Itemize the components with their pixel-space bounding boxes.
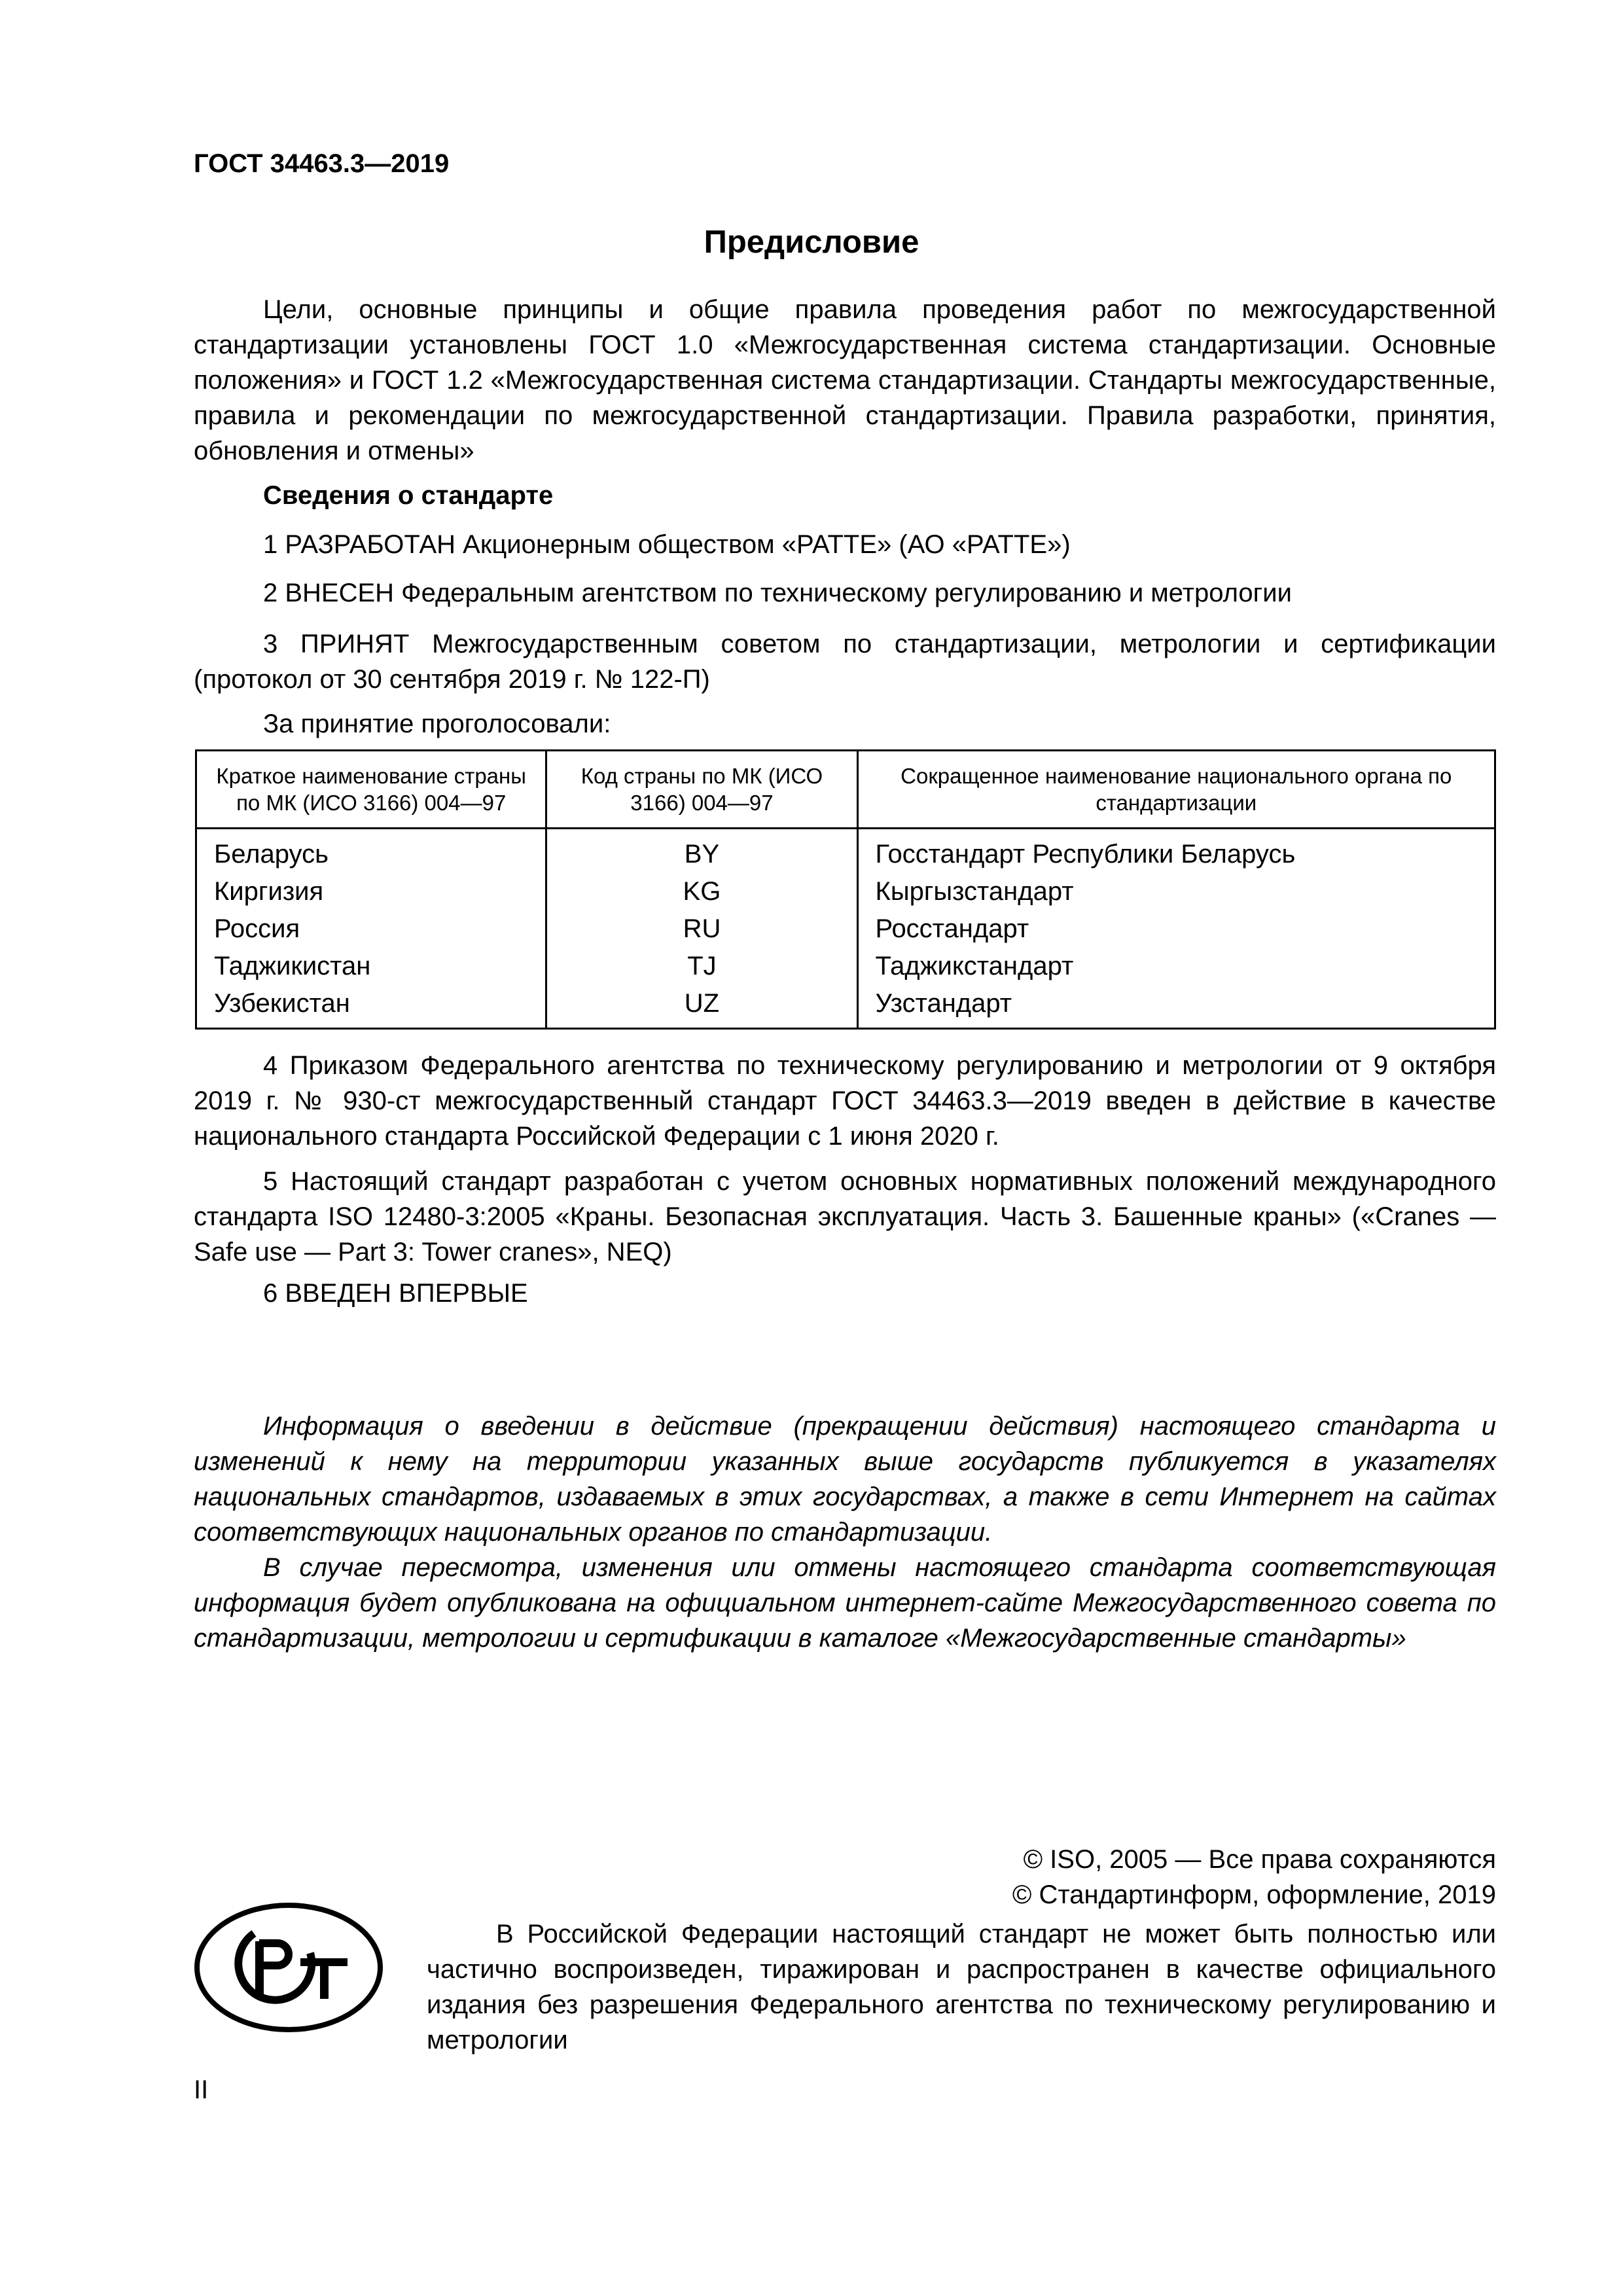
body-cell: Узстандарт: [857, 985, 1495, 1029]
country-cell: Таджикистан: [196, 948, 546, 985]
country-cell: Беларусь: [196, 829, 546, 874]
item-6: 6 ВВЕДЕН ВПЕРВЫЕ: [263, 1279, 528, 1308]
body-cell: Таджикстандарт: [857, 948, 1495, 985]
voted-label: За принятие проголосовали:: [263, 709, 611, 738]
gost-code-header: ГОСТ 34463.3—2019: [194, 149, 450, 178]
country-cell: Киргизия: [196, 873, 546, 910]
column-header-body: Сокращенное наименование национального органа по стандартизации: [857, 751, 1495, 829]
table-row: [196, 948, 1495, 985]
code-cell: BY: [546, 829, 857, 874]
body-cell: Кыргызстандарт: [857, 873, 1495, 910]
code-cell: UZ: [546, 985, 857, 1029]
code-cell: KG: [546, 873, 857, 910]
table-header-row: [196, 751, 1495, 829]
copyright-iso: © ISO, 2005 — Все права сохраняются: [1023, 1845, 1496, 1874]
info-heading: Сведения о стандарте: [263, 481, 554, 510]
page-title: Предисловие: [704, 224, 919, 260]
country-cell: Узбекистан: [196, 985, 546, 1029]
voting-table: [195, 749, 1496, 1030]
column-header-code: Код страны по МК (ИСО 3166) 004—97: [546, 751, 857, 829]
page-number: II: [194, 2075, 209, 2104]
code-cell: RU: [546, 910, 857, 948]
body-cell: Госстандарт Республики Беларусь: [857, 829, 1495, 874]
item-5: 5 Настоящий стандарт разработан с учетом основных нормативных положений международного стандарта ISO 12480-3:2005 «Краны. Безопасная эксплуатация. Часть 3. Башенные краны» («Cranes — Safe use — Part 3: Tower cranes», NEQ): [194, 1167, 1496, 1266]
item-1: 1 РАЗРАБОТАН Акционерным обществом «РАТТЕ» (АО «РАТТЕ»): [263, 530, 1071, 559]
reproduction-rights-notice: В Российской Федерации настоящий стандарт не может быть полностью или частично воспроизведен, тиражирован и распространен в качестве официального издания без разрешения Федерального агентства по техническому регулированию и метрологии: [427, 1920, 1496, 2054]
code-cell: TJ: [546, 948, 857, 985]
table-row: [196, 910, 1495, 948]
table-row: [196, 829, 1495, 874]
item-3: 3 ПРИНЯТ Межгосударственным советом по стандартизации, метрологии и сертификации (протокол от 30 сентября 2019 г. № 122-П): [194, 630, 1496, 694]
table-row: [196, 873, 1495, 910]
column-header-country: Краткое наименование страны по МК (ИСО 3166) 004—97: [196, 751, 546, 829]
table-row: [196, 985, 1495, 1029]
item-2: 2 ВНЕСЕН Федеральным агентством по техническому регулированию и метрологии: [263, 579, 1292, 607]
intro-paragraph: Цели, основные принципы и общие правила проведения работ по межгосударственной стандартизации установлены ГОСТ 1.0 «Межгосударственная система стандартизации. Основные положения» и ГОСТ 1.2 «Межгосударственная система стандартизации. Стандарты межгосударственные, правила и рекомендации по межгосударственной стандартизации. Правила разработки, принятия, обновления и отмены»: [194, 295, 1496, 465]
notice-paragraph-1: Информация о введении в действие (прекращении действия) настоящего стандарта и изменений к нему на территории указанных выше государств публикуется в указателях национальных стандартов, издаваемых в этих государствах, а также в сети Интернет на сайтах соответствующих национальных органов по стандартизации.: [194, 1412, 1496, 1547]
copyright-standartinform: © Стандартинформ, оформление, 2019: [1012, 1880, 1496, 1909]
country-cell: Россия: [196, 910, 546, 948]
item-4: 4 Приказом Федерального агентства по техническому регулированию и метрологии от 9 октября 2019 г. № 930-ст межгосударственный стандарт ГОСТ 34463.3—2019 введен в действие в качестве национального стандарта Российской Федерации с 1 июня 2020 г.: [194, 1051, 1496, 1151]
gost-r-certification-mark-icon: [194, 1902, 383, 2033]
body-cell: Росстандарт: [857, 910, 1495, 948]
notice-paragraph-2: В случае пересмотра, изменения или отмены настоящего стандарта соответствующая информация будет опубликована на официальном интернет-сайте Межгосударственного совета по стандартизации, метрологии и сертификации в каталоге «Межгосударственные стандарты»: [194, 1553, 1496, 1653]
